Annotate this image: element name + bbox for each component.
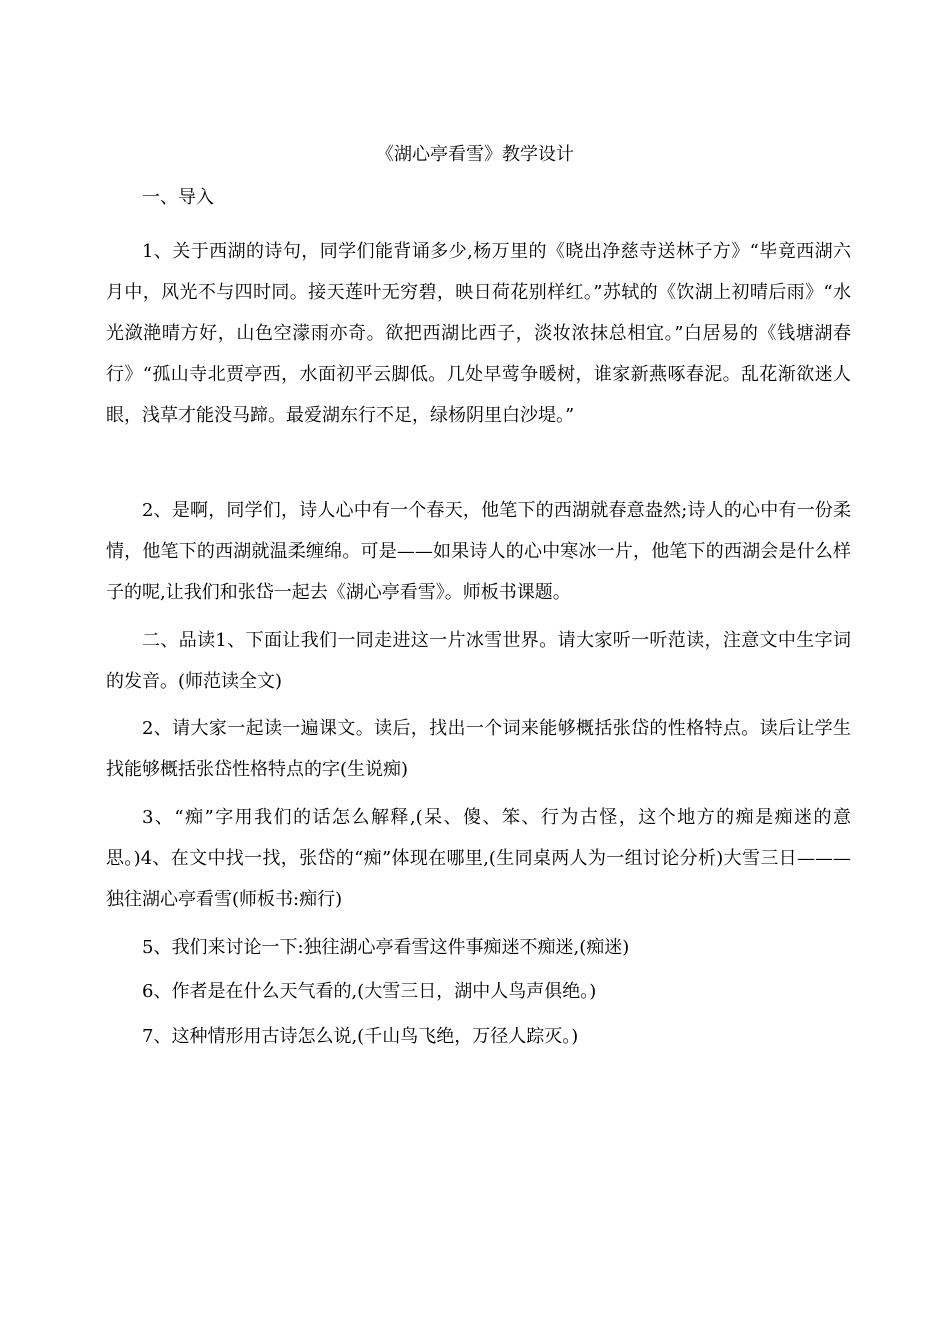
paragraph-reading-2: 2、请大家一起读一遍课文。读后，找出一个词来能够概括张岱的性格特点。读后让学生找能够概括张岱性格特点的字(生说痴) <box>106 718 851 780</box>
paragraph-reading-1: 二、品读1、下面让我们一同走进这一片冰雪世界。请大家听一听范读，注意文中生字词的发音。(师范读全文) <box>106 630 851 692</box>
paragraph-poems: 1、关于西湖的诗句，同学们能背诵多少,杨万里的《晓出净慈寺送林子方》“毕竟西湖六月中，风光不与四时同。接天莲叶无穷碧，映日荷花别样红。”苏轼的《饮湖上初晴后雨》“水光潋滟晴方好，山色空濛雨亦奇。欲把西湖比西子，淡妆浓抹总相宜。”白居易的《钱塘湖春行》“孤山寺北贾亭西，水面初平云脚低。几处早莺争暖树，谁家新燕啄春泥。乱花渐欲迷人眼，浅草才能没马蹄。最爱湖东行不足，绿杨阴里白沙堤。” <box>106 241 851 426</box>
paragraph-reading-6: 6、作者是在什么天气看的,(大雪三日，湖中人鸟声俱绝。) <box>142 981 597 1002</box>
paragraph-intro-heading: 一、导入 <box>142 187 214 208</box>
document-title: 《湖心亭看雪》教学设计 <box>376 144 574 165</box>
paragraph-reading-3-4: 3、“痴”字用我们的话怎么解释,(呆、傻、笨、行为古怪，这个地方的痴是痴迷的意思。)4、在文中找一找，张岱的“痴”体现在哪里,(生同桌两人为一组讨论分析)大雪三日———独往湖心亭看雪(师板书:痴行) <box>106 807 851 910</box>
paragraph-reading-7: 7、这种情形用古诗怎么说,(千山鸟飞绝，万径人踪灭。) <box>142 1026 579 1047</box>
paragraph-spring: 2、是啊，同学们，诗人心中有一个春天，他笔下的西湖就春意盎然;诗人的心中有一份柔情，他笔下的西湖就温柔缠绵。可是——如果诗人的心中寒冰一片，他笔下的西湖会是什么样子的呢,让我们和张岱一起去《湖心亭看雪》。师板书课题。 <box>106 500 851 603</box>
paragraph-reading-5: 5、我们来讨论一下:独往湖心亭看雪这件事痴迷不痴迷,(痴迷) <box>142 937 630 958</box>
